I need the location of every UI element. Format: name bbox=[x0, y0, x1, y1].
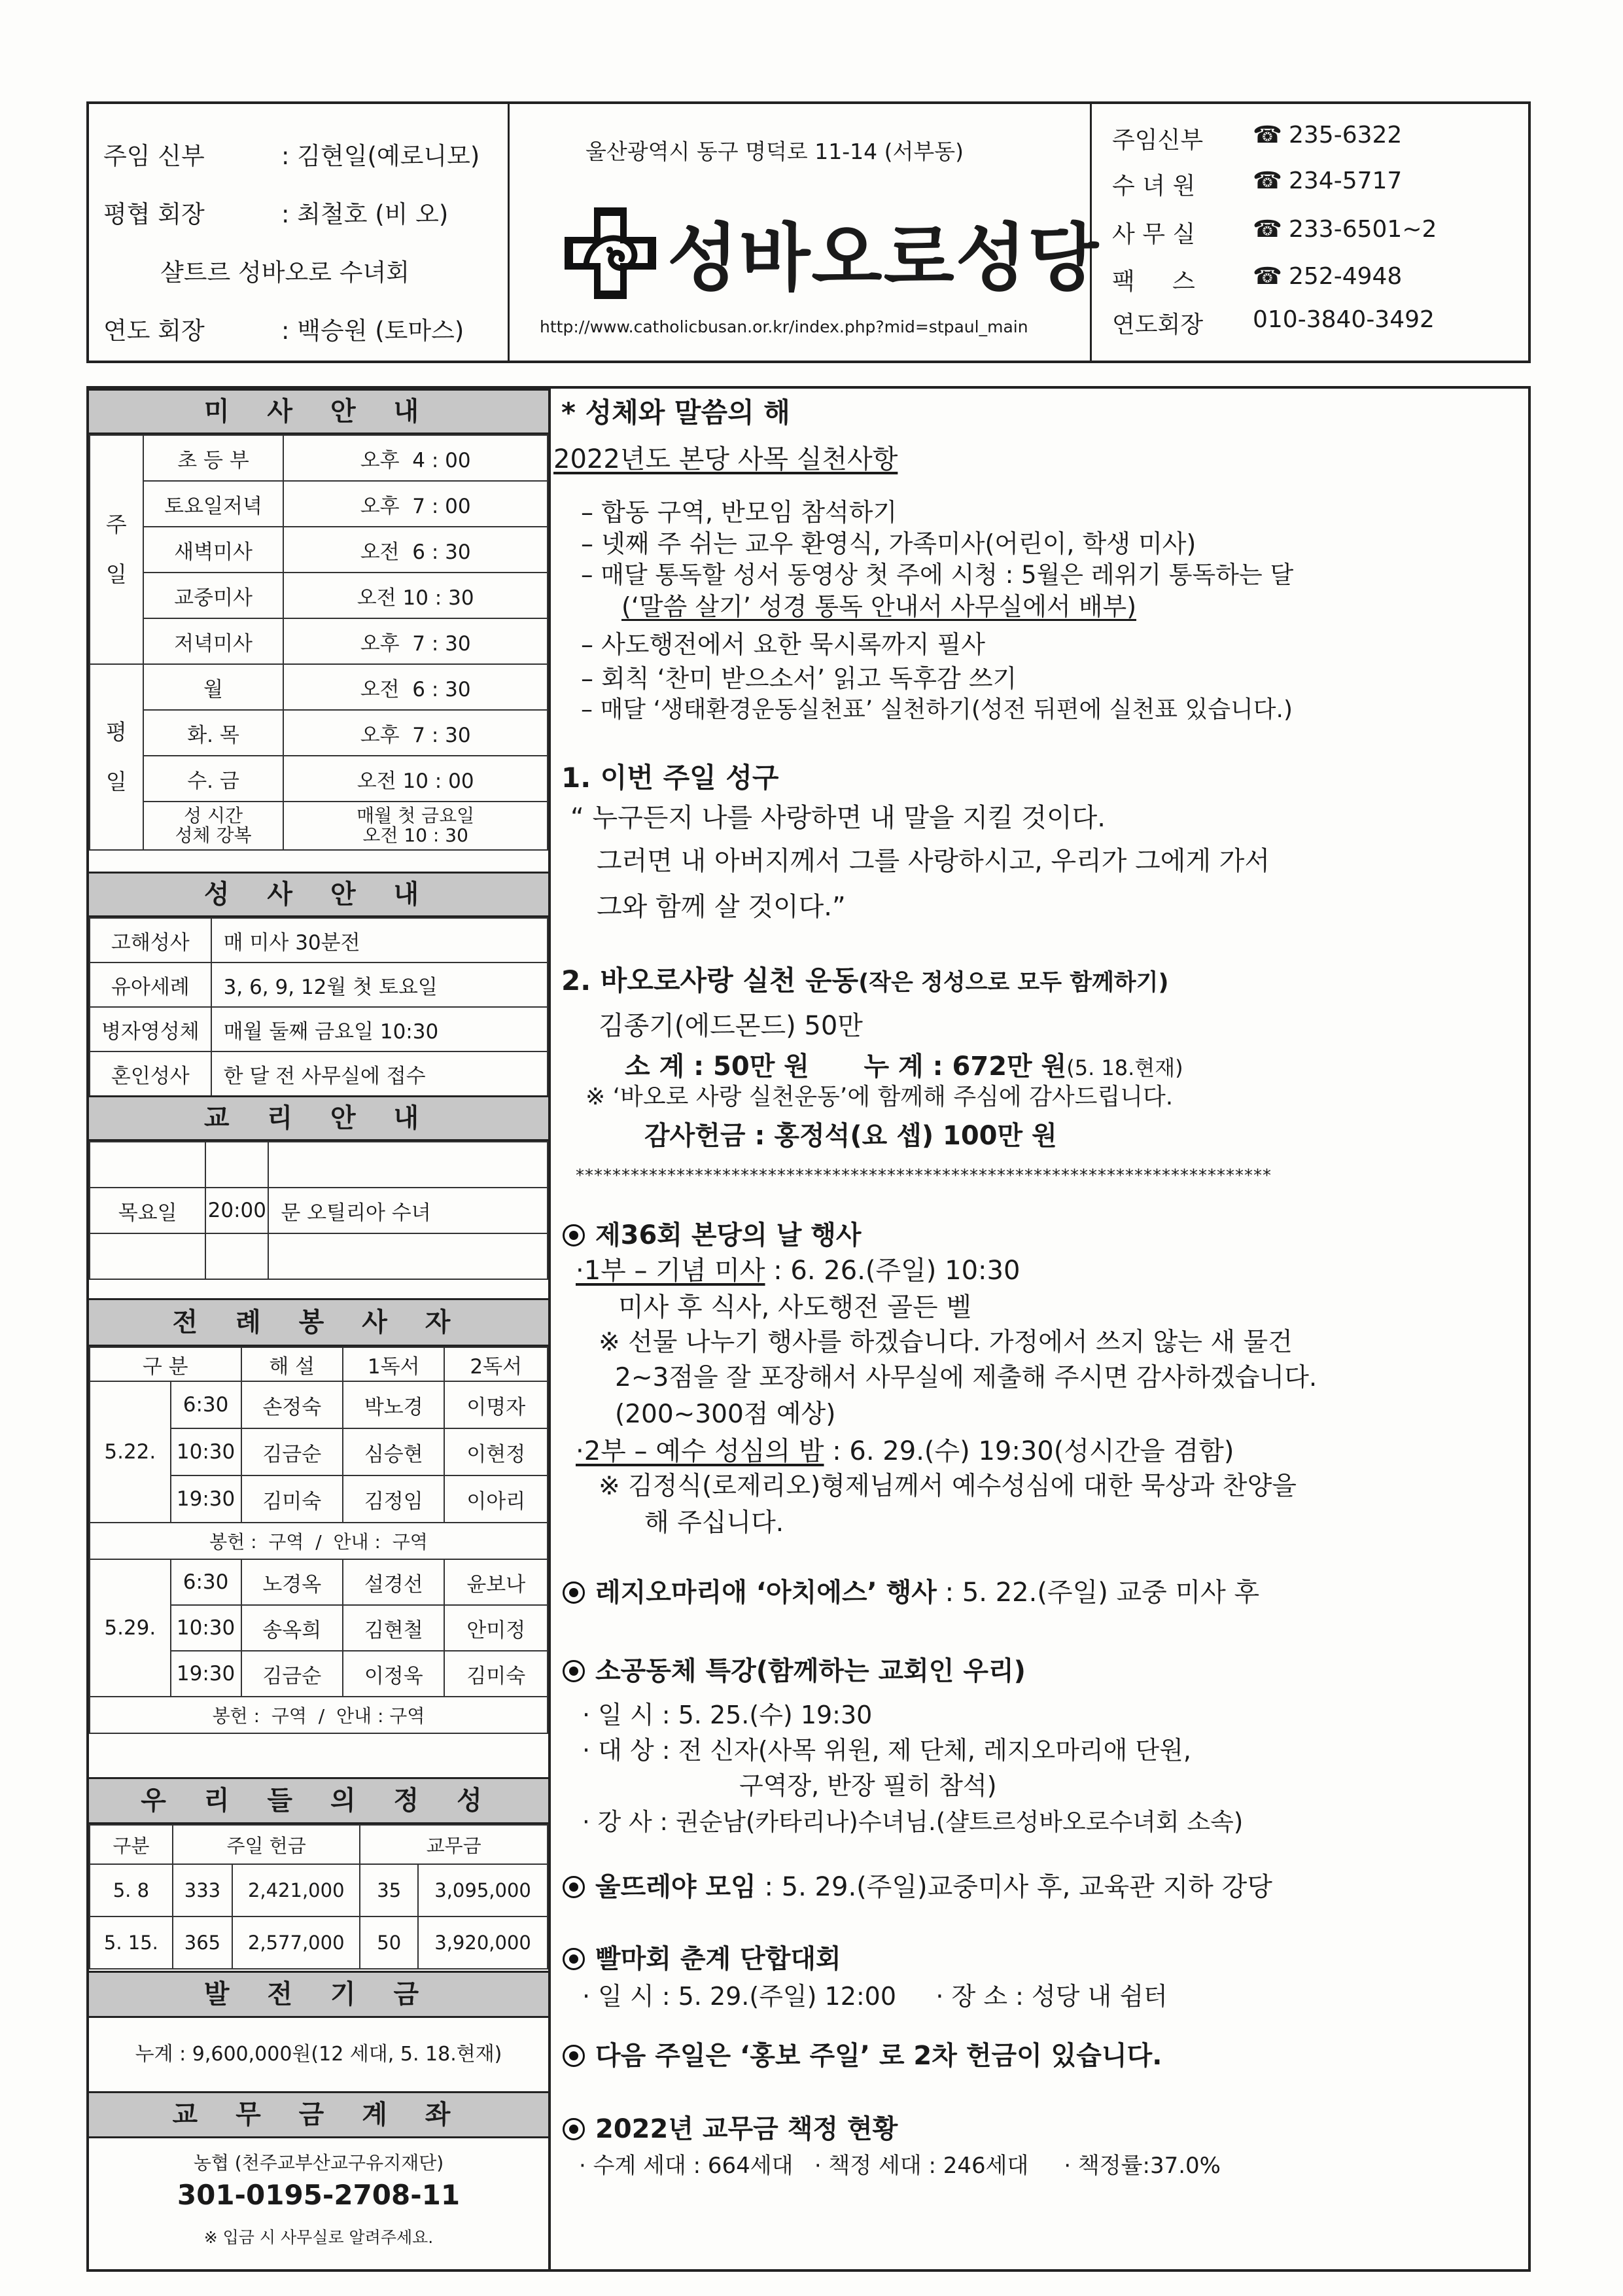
sacrament-value: 3, 6, 9, 12월 첫 토요일 bbox=[211, 963, 548, 1007]
bullet-icon bbox=[563, 1581, 585, 1604]
event-6-text: 다음 주일은 ‘홍보 주일’ 로 2차 헌금이 있습니다. bbox=[595, 2041, 1162, 2071]
mass-name: 토요일저녁 bbox=[143, 481, 284, 527]
bullet-icon bbox=[563, 2118, 585, 2140]
event-1-part1-time: : 6. 26.(주일) 10:30 bbox=[773, 1256, 1021, 1286]
fund-title: 발 전 기 금 bbox=[89, 1971, 548, 2018]
event-3-line: · 강 사 : 권순남(카타리나)수녀님.(샬트르성바오로수녀회 소속) bbox=[582, 1808, 1244, 1836]
event-1-part1-label: ·1부 – 기념 미사 bbox=[576, 1256, 765, 1286]
plan-item: – 합동 구역, 반모임 참석하기 bbox=[581, 498, 898, 527]
event-1-note: ※ 김정식(로제리오)형제님께서 예수성심에 대한 묵상과 찬양을 bbox=[599, 1472, 1297, 1501]
liturgy-cell: 김미숙 bbox=[444, 1651, 548, 1697]
liturgy-cell: 박노경 bbox=[343, 1381, 444, 1428]
liturgy-note: 봉헌 : 구역 / 안내 : 구역 bbox=[90, 1697, 548, 1733]
mass-time: 오후 7 : 30 bbox=[283, 618, 548, 664]
header-divider bbox=[508, 104, 510, 361]
header-yeondo-label: 연도 회장 bbox=[103, 317, 205, 345]
section-2-title bbox=[561, 959, 1168, 998]
liturgy-time: 19:30 bbox=[171, 1651, 241, 1697]
mass-time: 오후 7 : 00 bbox=[283, 481, 548, 527]
contact-label: 주임신부 bbox=[1112, 127, 1204, 154]
mass-table bbox=[89, 434, 548, 851]
offering-amount: 2,421,000 bbox=[232, 1864, 360, 1916]
liturgy-cell: 손정숙 bbox=[241, 1381, 343, 1428]
header-pastor-label: 주임 신부 bbox=[103, 142, 205, 170]
contact-phone: 233-6501~2 bbox=[1289, 216, 1437, 243]
offering-amount: 3,920,000 bbox=[418, 1916, 548, 1969]
donor: 김종기(에드몬드) 50만 bbox=[599, 1011, 863, 1041]
event-2-title: 레지오마리애 ‘아치에스’ 행사 bbox=[595, 1578, 937, 1608]
mass-name: 초 등 부 bbox=[143, 435, 284, 481]
donation-sum-text: 소 계 : 50만 원 누 계 : 672만 원 bbox=[625, 1051, 1067, 1082]
bullet-icon bbox=[563, 1876, 585, 1898]
liturgy-note: 봉헌 : 구역 / 안내 : 구역 bbox=[90, 1523, 548, 1559]
liturgy-time: 10:30 bbox=[171, 1605, 241, 1651]
liturgy-cell: 김금순 bbox=[241, 1428, 343, 1475]
star-divider: **************************************************************************** bbox=[576, 1166, 1272, 1186]
account-title: 교 무 금 계 좌 bbox=[89, 2091, 548, 2138]
offering-count: 50 bbox=[360, 1916, 418, 1969]
event-1-part1 bbox=[576, 1250, 1020, 1287]
event-1-part2 bbox=[576, 1430, 1234, 1468]
donation-sum-date: (5. 18.현재) bbox=[1066, 1055, 1183, 1080]
event-4-text: : 5. 29.(주일)교중미사 후, 교육관 지하 강당 bbox=[764, 1872, 1272, 1902]
offering-count: 35 bbox=[360, 1864, 418, 1916]
phone-icon: ☎ bbox=[1253, 122, 1282, 149]
thanks-offering: 감사헌금 : 홍정석(요 셉) 100만 원 bbox=[644, 1121, 1057, 1151]
contact-phone: 010-3840-3492 bbox=[1253, 306, 1435, 333]
liturgy-time: 19:30 bbox=[171, 1475, 241, 1523]
header-yeondo-value: : 백승원 (토마스) bbox=[281, 317, 464, 345]
fund-text: 누계 : 9,600,000원(12 세대, 5. 18.현재) bbox=[135, 2043, 502, 2066]
contact-label: 사 무 실 bbox=[1112, 221, 1196, 248]
mass-name: 교중미사 bbox=[143, 573, 284, 618]
scripture-line: “ 누구든지 나를 사랑하면 내 말을 지킬 것이다. bbox=[570, 803, 1106, 833]
liturgy-header: 해 설 bbox=[241, 1347, 343, 1381]
bullet-icon bbox=[563, 2045, 585, 2067]
liturgy-cell: 김미숙 bbox=[241, 1475, 343, 1523]
event-7-title bbox=[563, 2108, 898, 2146]
event-1-part2-time: : 6. 29.(수) 19:30(성시간을 겸함) bbox=[832, 1436, 1234, 1466]
offering-amount: 3,095,000 bbox=[418, 1864, 548, 1916]
church-name: 성바오로성당 bbox=[667, 216, 1100, 301]
mass-time: 오전 10 : 30 bbox=[283, 573, 548, 618]
event-5-title-text: 빨마회 춘계 단합대회 bbox=[595, 1944, 841, 1974]
plan-item: – 사도행전에서 요한 묵시록까지 필사 bbox=[581, 630, 985, 659]
account-note: ※ 입금 시 사무실로 알려주세요. bbox=[203, 2228, 434, 2247]
event-3-line: · 일 시 : 5. 25.(수) 19:30 bbox=[582, 1701, 873, 1729]
event-1-part2-label: ·2부 – 예수 성심의 밤 bbox=[576, 1436, 824, 1466]
event-3-line: · 대 상 : 전 신자(사목 위원, 제 단체, 레지오마리애 단원, bbox=[582, 1736, 1191, 1765]
mass-title: 미 사 안 내 bbox=[89, 389, 548, 434]
sacrament-name: 혼인성사 bbox=[90, 1051, 211, 1096]
church-emblem-icon bbox=[561, 204, 659, 302]
event-1-note: ※ 선물 나누기 행사를 하겠습니다. 가정에서 쓰지 않는 새 물건 bbox=[599, 1328, 1293, 1357]
liturgy-cell: 이정욱 bbox=[343, 1651, 444, 1697]
liturgy-cell: 안미정 bbox=[444, 1605, 548, 1651]
account-bank: 농협 (천주교부산교구유지재단) bbox=[193, 2152, 444, 2174]
mass-name: 새벽미사 bbox=[143, 527, 284, 573]
liturgy-time: 6:30 bbox=[171, 1381, 241, 1428]
offering-date: 5. 15. bbox=[90, 1916, 173, 1969]
contact-label: 연도회장 bbox=[1112, 311, 1204, 338]
offering-title: 우 리 들 의 정 성 bbox=[89, 1777, 548, 1824]
event-4 bbox=[563, 1866, 1272, 1903]
plan-item: – 넷째 주 쉬는 교우 환영식, 가족미사(어린이, 학생 미사) bbox=[581, 529, 1196, 558]
contact-label: 팩 스 bbox=[1112, 268, 1195, 295]
event-5-line: · 일 시 : 5. 29.(주일) 12:00 · 장 소 : 성당 내 쉼터 bbox=[582, 1982, 1168, 2011]
liturgy-date: 5.29. bbox=[90, 1559, 171, 1697]
plan-item: – 매달 ‘생태환경운동실천표’ 실천하기(성전 뒤편에 실천표 있습니다.) bbox=[581, 696, 1293, 723]
catechism-title: 교 리 안 내 bbox=[89, 1095, 548, 1141]
plan-item: – 매달 통독할 성서 동영상 첫 주에 시청 : 5월은 레위기 통독하는 달 bbox=[581, 561, 1294, 589]
header-pastor-value: : 김현일(예로니모) bbox=[281, 142, 480, 170]
section-1-title: 1. 이번 주일 성구 bbox=[561, 762, 779, 794]
donation-thanks: ※ ‘바오로 사랑 실천운동’에 함께해 주심에 감사드립니다. bbox=[585, 1084, 1174, 1110]
event-3-title bbox=[563, 1650, 1026, 1687]
offering-header: 구분 bbox=[90, 1825, 173, 1864]
weekday-label bbox=[90, 664, 143, 850]
bullet-icon bbox=[563, 1660, 585, 1682]
liturgy-cell: 심승현 bbox=[343, 1428, 444, 1475]
sunday-label-text: 주일 bbox=[105, 512, 127, 587]
event-1-note: 2~3점을 잘 포장해서 사무실에 제출해 주시면 감사하겠습니다. bbox=[615, 1363, 1318, 1392]
mass-time: 오전 6 : 30 bbox=[283, 664, 548, 710]
scripture-line: 그와 함께 살 것이다.” bbox=[597, 892, 846, 922]
mass-name: 성 시간 성체 강복 bbox=[143, 802, 284, 850]
year-title: * 성체와 말씀의 해 bbox=[561, 397, 790, 429]
liturgy-cell: 김금순 bbox=[241, 1651, 343, 1697]
catechism-day: 목요일 bbox=[90, 1188, 205, 1233]
event-5-title bbox=[563, 1938, 841, 1975]
bullet-icon bbox=[563, 1224, 585, 1246]
event-3-title-text: 소공동체 특강(함께하는 교회인 우리) bbox=[595, 1656, 1026, 1686]
bullet-icon bbox=[563, 1948, 585, 1970]
sacrament-title: 성 사 안 내 bbox=[89, 872, 548, 917]
liturgy-cell: 이명자 bbox=[444, 1381, 548, 1428]
header-council-label: 평협 회장 bbox=[103, 200, 205, 228]
event-7-title-text: 2022년 교무금 책정 현황 bbox=[595, 2114, 898, 2144]
offering-table bbox=[89, 1824, 548, 1969]
liturgy-cell: 김정임 bbox=[343, 1475, 444, 1523]
header-council-value: : 최철호 (비 오) bbox=[281, 200, 449, 228]
plan-title: 2022년도 본당 사목 실천사항 bbox=[553, 444, 898, 474]
liturgy-cell: 김현철 bbox=[343, 1605, 444, 1651]
sacrament-value: 매월 둘째 금요일 10:30 bbox=[211, 1007, 548, 1051]
mass-time: 오전 10 : 00 bbox=[283, 756, 548, 802]
liturgy-header: 1독서 bbox=[343, 1347, 444, 1381]
offering-count: 333 bbox=[173, 1864, 232, 1916]
sacrament-name: 유아세례 bbox=[90, 963, 211, 1007]
event-1-title-text: 제36회 본당의 날 행사 bbox=[595, 1220, 862, 1250]
liturgy-header: 2독서 bbox=[444, 1347, 548, 1381]
event-1-title bbox=[563, 1214, 862, 1252]
mass-time: 오후 4 : 00 bbox=[283, 435, 548, 481]
contact-label: 수 녀 원 bbox=[1112, 173, 1196, 200]
sacrament-name: 고해성사 bbox=[90, 918, 211, 963]
sunday-label bbox=[90, 435, 143, 664]
sacrament-value: 한 달 전 사무실에 접수 bbox=[211, 1051, 548, 1096]
liturgy-header: 구 분 bbox=[90, 1347, 241, 1381]
plan-item: (‘말씀 살기’ 성경 통독 안내서 사무실에서 배부) bbox=[621, 592, 1137, 621]
liturgy-time: 10:30 bbox=[171, 1428, 241, 1475]
offering-amount: 2,577,000 bbox=[232, 1916, 360, 1969]
account-number: 301-0195-2708-11 bbox=[177, 2179, 461, 2211]
event-1-part1-detail: 미사 후 식사, 사도행전 골든 벨 bbox=[618, 1292, 971, 1322]
mass-name: 화. 목 bbox=[143, 710, 284, 756]
liturgy-cell: 이아리 bbox=[444, 1475, 548, 1523]
offering-header: 교무금 bbox=[360, 1825, 548, 1864]
liturgy-table bbox=[89, 1347, 548, 1734]
event-4-title: 울뜨레야 모임 bbox=[595, 1872, 756, 1902]
event-7-line: · 수계 세대 : 664세대 · 책정 세대 : 246세대 · 책정률:37.0% bbox=[579, 2153, 1221, 2179]
catechism-table bbox=[89, 1141, 548, 1280]
header-sisters: 샬트르 성바오로 수녀회 bbox=[160, 258, 410, 287]
left-column bbox=[86, 386, 551, 2272]
contact-phone: 252-4948 bbox=[1289, 263, 1403, 290]
phone-icon: ☎ bbox=[1253, 216, 1282, 243]
section-2-title-text: 2. 바오로사랑 실천 운동 bbox=[561, 964, 859, 997]
sacrament-table bbox=[89, 917, 548, 1097]
weekday-label-text: 평일 bbox=[105, 719, 127, 794]
catechism-time: 20:00 bbox=[205, 1188, 268, 1233]
church-address: 울산광역시 동구 명덕로 11-14 (서부동) bbox=[585, 139, 964, 164]
contact-phone: 235-6322 bbox=[1289, 122, 1403, 149]
catechism-teacher: 문 오틸리아 수녀 bbox=[268, 1188, 548, 1233]
scripture-line: 그러면 내 아버지께서 그를 사랑하시고, 우리가 그에게 가서 bbox=[597, 846, 1270, 876]
mass-name: 저녁미사 bbox=[143, 618, 284, 664]
section-2-subtitle: (작은 정성으로 모두 함께하기) bbox=[858, 970, 1169, 996]
offering-date: 5. 8 bbox=[90, 1864, 173, 1916]
event-1-note: (200~300점 예상) bbox=[615, 1400, 836, 1429]
liturgy-cell: 윤보나 bbox=[444, 1559, 548, 1605]
event-3-line: 구역장, 반장 필히 참석) bbox=[739, 1771, 997, 1800]
liturgy-cell: 송옥희 bbox=[241, 1605, 343, 1651]
contact-phone: 234-5717 bbox=[1289, 168, 1403, 194]
mass-name: 월 bbox=[143, 664, 284, 710]
donation-sum bbox=[625, 1046, 1183, 1083]
liturgy-date: 5.22. bbox=[90, 1381, 171, 1523]
sacrament-name: 병자영성체 bbox=[90, 1007, 211, 1051]
event-2-text: : 5. 22.(주일) 교중 미사 후 bbox=[945, 1578, 1260, 1608]
church-url[interactable]: http://www.catholicbusan.or.kr/index.php?mid=stpaul_main bbox=[540, 317, 1028, 336]
event-1-note: 해 주십니다. bbox=[644, 1508, 784, 1538]
mass-time: 오전 6 : 30 bbox=[283, 527, 548, 573]
event-6 bbox=[563, 2035, 1162, 2072]
liturgy-cell: 이현정 bbox=[444, 1428, 548, 1475]
liturgy-time: 6:30 bbox=[171, 1559, 241, 1605]
liturgy-cell: 노경옥 bbox=[241, 1559, 343, 1605]
phone-icon: ☎ bbox=[1253, 168, 1282, 194]
offering-count: 365 bbox=[173, 1916, 232, 1969]
sacrament-value: 매 미사 30분전 bbox=[211, 918, 548, 963]
event-2 bbox=[563, 1572, 1259, 1609]
mass-name: 수. 금 bbox=[143, 756, 284, 802]
phone-icon: ☎ bbox=[1253, 263, 1282, 290]
liturgy-title: 전 례 봉 사 자 bbox=[89, 1298, 548, 1347]
mass-time: 매월 첫 금요일 오전 10 : 30 bbox=[283, 802, 548, 850]
liturgy-cell: 설경선 bbox=[343, 1559, 444, 1605]
offering-header: 주일 헌금 bbox=[173, 1825, 360, 1864]
mass-time: 오후 7 : 30 bbox=[283, 710, 548, 756]
plan-item: – 회칙 ‘찬미 받으소서’ 읽고 독후감 쓰기 bbox=[581, 664, 1017, 693]
